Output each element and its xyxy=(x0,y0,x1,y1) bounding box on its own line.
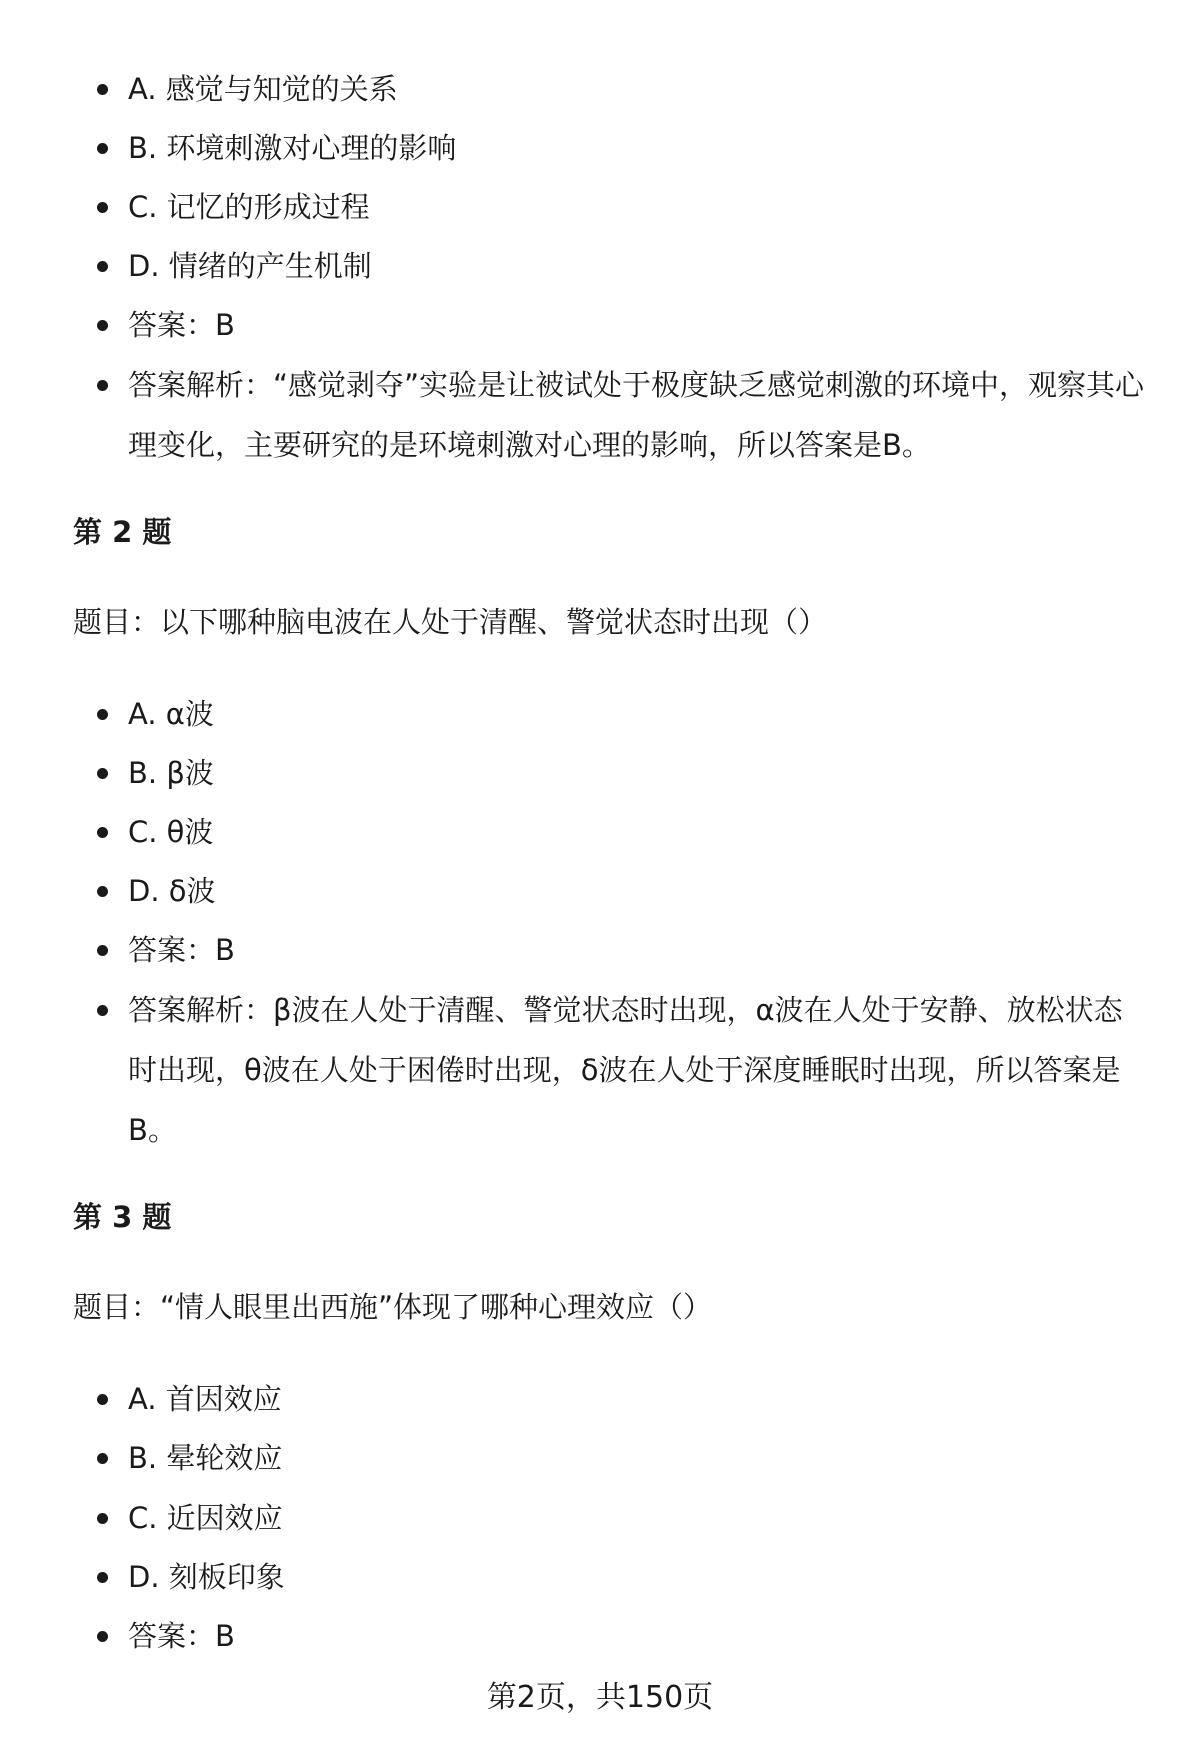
option-text: C. 记忆的形成过程 xyxy=(128,190,370,224)
bullet xyxy=(97,202,108,213)
page-footer: 第2页，共150页 xyxy=(486,1680,714,1715)
option-a xyxy=(128,59,1148,119)
bullet xyxy=(97,709,108,720)
option-c xyxy=(128,177,1148,237)
explanation-text: 答案解析：β波在人处于清醒、警觉状态时出现，α波在人处于安静、放松状态时出现，θ波在人处于困倦时出现，δ波在人处于深度睡眠时出现，所以答案是B。 xyxy=(128,993,1123,1147)
bullet xyxy=(97,1513,108,1524)
option-d xyxy=(128,236,1148,296)
option-b xyxy=(128,1428,1148,1488)
question-heading: 第 2 题 xyxy=(73,515,172,549)
option-text: A. 首因效应 xyxy=(128,1382,282,1416)
question-text: 题目：“情人眼里出西施”体现了哪种心理效应（） xyxy=(73,1290,713,1324)
option-text: B. 环境刺激对心理的影响 xyxy=(128,131,457,165)
question-heading: 第 3 题 xyxy=(73,1200,172,1234)
option-b xyxy=(128,118,1148,178)
explanation-text: 答案解析：“感觉剥夺”实验是让被试处于极度缺乏感觉刺激的环境中，观察其心理变化，主要研究的是环境刺激对心理的影响，所以答案是B。 xyxy=(128,368,1145,462)
option-c xyxy=(128,802,1148,862)
answer-text: 答案：B xyxy=(128,933,235,967)
option-b xyxy=(128,743,1148,803)
bullet xyxy=(97,261,108,272)
option-d xyxy=(128,861,1148,921)
bullet xyxy=(97,945,108,956)
answer xyxy=(128,1606,1148,1666)
question-text: 题目：以下哪种脑电波在人处于清醒、警觉状态时出现（） xyxy=(73,605,828,639)
option-d xyxy=(128,1547,1148,1607)
bullet xyxy=(97,1005,108,1016)
bullet xyxy=(97,886,108,897)
bullet xyxy=(97,380,108,391)
bullet xyxy=(97,320,108,331)
bullet xyxy=(97,768,108,779)
option-text: B. β波 xyxy=(128,756,214,790)
bullet xyxy=(97,1453,108,1464)
bullet xyxy=(97,143,108,154)
bullet xyxy=(97,84,108,95)
answer xyxy=(128,920,1148,980)
bullet xyxy=(97,827,108,838)
option-text: A. 感觉与知觉的关系 xyxy=(128,72,398,106)
option-text: D. δ波 xyxy=(128,874,216,908)
option-a xyxy=(128,684,1148,744)
option-text: A. α波 xyxy=(128,697,214,731)
option-text: D. 情绪的产生机制 xyxy=(128,249,372,283)
answer xyxy=(128,295,1148,355)
option-a xyxy=(128,1369,1148,1429)
answer-text: 答案：B xyxy=(128,1619,235,1653)
option-text: C. θ波 xyxy=(128,815,214,849)
bullet xyxy=(97,1394,108,1405)
bullet xyxy=(97,1572,108,1583)
option-text: D. 刻板印象 xyxy=(128,1560,285,1594)
option-text: C. 近因效应 xyxy=(128,1501,283,1535)
bullet xyxy=(97,1631,108,1642)
answer-explanation xyxy=(128,355,1148,475)
answer-explanation xyxy=(128,980,1148,1160)
option-text: B. 晕轮效应 xyxy=(128,1441,283,1475)
option-c xyxy=(128,1488,1148,1548)
answer-text: 答案：B xyxy=(128,308,235,342)
